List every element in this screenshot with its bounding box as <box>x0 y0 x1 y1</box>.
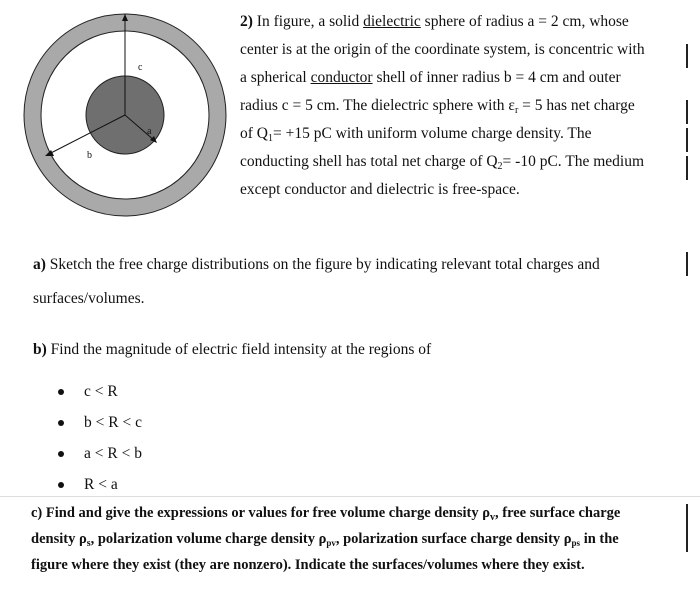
concentric-spheres-figure <box>20 10 230 220</box>
part-c-text: in the <box>580 531 619 547</box>
part-c-text: density ρ <box>31 531 87 547</box>
subscript: 2 <box>497 161 503 172</box>
part-c-text: , polarization surface charge density ρ <box>335 531 572 547</box>
label-c: c <box>138 62 143 73</box>
bullet-icon <box>58 482 64 488</box>
part-a-text: Sketch the free charge distributions on the figure by indicating relevant total charges and <box>45 256 600 273</box>
subscript: ps <box>571 538 581 548</box>
problem-number: 2) <box>240 13 253 30</box>
problem-line-5 <box>240 120 686 148</box>
right-border <box>686 156 688 180</box>
bullet-icon <box>58 420 64 426</box>
problem-text: radius c = 5 cm. The dielectric sphere with ε <box>240 97 515 114</box>
part-b <box>33 341 431 359</box>
region-text: b < R < c <box>84 413 142 431</box>
part-b-label: b) <box>33 341 47 358</box>
part-c-text: Find and give the expressions or values for free volume charge density ρ <box>42 505 490 521</box>
label-a: a <box>147 126 152 137</box>
part-c-line-3: figure where they exist (they are nonzero). Indicate the surfaces/volumes where they exist. <box>31 557 585 573</box>
part-a-line-1 <box>33 248 688 282</box>
problem-text: In figure, a solid <box>252 13 364 30</box>
dielectric-word: dielectric <box>363 13 421 30</box>
problem-line-3 <box>240 64 686 92</box>
bullet-icon <box>58 451 64 457</box>
region-list <box>58 376 142 500</box>
part-a-label: a) <box>33 256 46 273</box>
problem-text: a spherical <box>240 69 311 86</box>
problem-statement <box>240 8 686 204</box>
region-text: a < R < b <box>84 444 142 462</box>
right-border <box>686 252 688 276</box>
part-c-text: , polarization volume charge density ρ <box>90 531 327 547</box>
problem-line-2: center is at the origin of the coordinate system, is concentric with <box>240 41 645 58</box>
conductor-word: conductor <box>310 69 373 86</box>
part-a-line-2: surfaces/volumes. <box>33 290 145 307</box>
problem-line-7: except conductor and dielectric is free-space. <box>240 181 520 198</box>
part-c-text: , free surface charge <box>494 505 621 521</box>
problem-text: of Q <box>240 125 268 142</box>
problem-text: = +15 pC with uniform volume charge density. The <box>272 125 592 142</box>
right-border <box>686 504 688 552</box>
problem-line-6 <box>240 148 686 176</box>
bullet-icon <box>58 389 64 395</box>
label-b: b <box>87 150 92 161</box>
right-border <box>686 128 688 152</box>
problem-text: sphere of radius a = 2 cm, whose <box>420 13 629 30</box>
region-text: R < a <box>84 475 118 493</box>
part-c-line-2 <box>31 526 693 552</box>
problem-line-4 <box>240 92 686 120</box>
list-item <box>58 376 142 407</box>
list-item <box>58 438 142 469</box>
problem-text: conducting shell has total net charge of Q <box>240 153 498 170</box>
subscript: 1 <box>267 133 273 144</box>
subscript: pv <box>326 538 336 548</box>
problem-text: shell of inner radius b = 4 cm and outer <box>372 69 621 86</box>
subscript: s <box>86 538 91 549</box>
divider <box>0 496 700 497</box>
problem-text: = 5 has net charge <box>518 97 635 114</box>
problem-text: = -10 pC. The medium <box>502 153 645 170</box>
subscript: v <box>489 512 495 523</box>
part-a <box>33 248 688 316</box>
part-c-label: c) <box>31 505 43 521</box>
part-c-line-1 <box>31 500 693 526</box>
problem-line-1 <box>240 8 686 36</box>
list-item <box>58 407 142 438</box>
right-border <box>686 100 688 124</box>
right-border <box>686 44 688 68</box>
subscript: r <box>514 105 519 116</box>
part-c <box>31 500 693 578</box>
part-b-text: Find the magnitude of electric field intensity at the regions of <box>46 341 432 358</box>
region-text: c < R <box>84 382 118 400</box>
